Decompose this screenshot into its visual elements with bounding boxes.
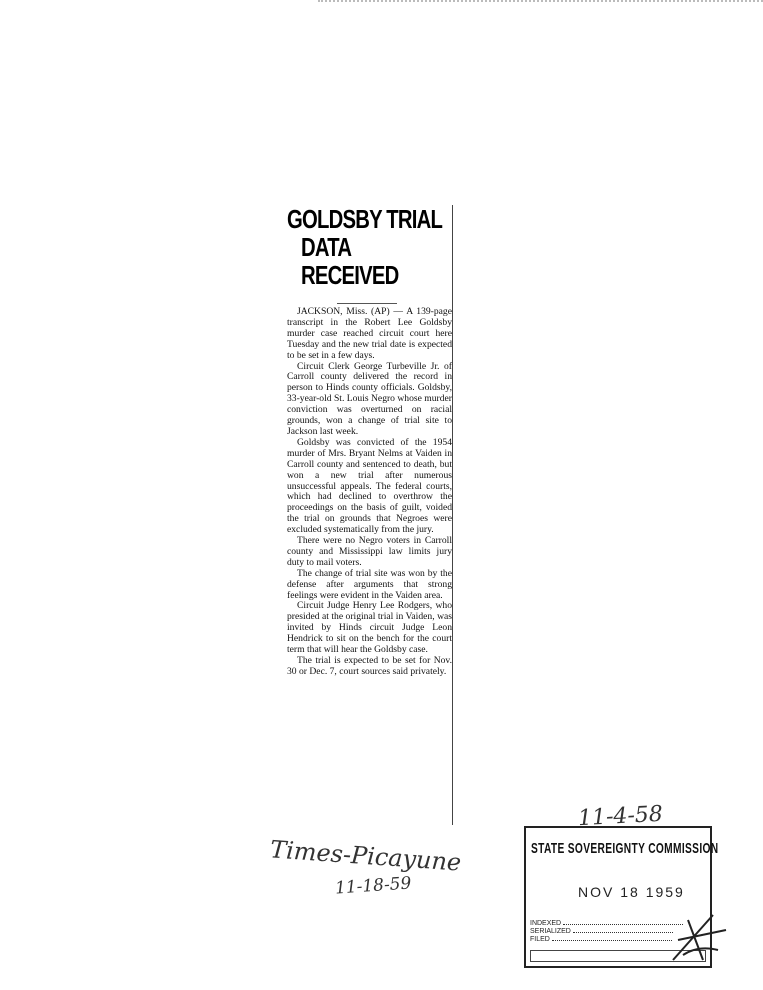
headline (287, 205, 451, 289)
newspaper-clipping (287, 205, 453, 825)
headline-line-1: GOLDSBY TRIAL (287, 204, 443, 234)
headline-line-2: DATA RECEIVED (301, 232, 399, 290)
article-paragraph: JACKSON, Miss. (AP) — A 139-page transcript in the Robert Lee Goldsby murder case reached circuit court here Tuesday and the new trial date is expected to be set in a few days. (287, 306, 452, 361)
stamp-field-filed: FILED (530, 936, 683, 944)
article-paragraph: Circuit Clerk George Turbeville Jr. of Carroll county delivered the record in person to Hinds county officials. Goldsby, 33-year-old St. Louis Negro whose murder conviction was overturned on racial grounds, won a change of trial site to Jackson last week. (287, 360, 452, 437)
stamp-field-indexed: INDEXED (530, 920, 683, 928)
article-paragraph: There were no Negro voters in Carroll county and Mississippi law limits jury duty to mail voters. (287, 535, 452, 568)
handwritten-newspaper-name: Times-Picayune (269, 835, 463, 877)
article-paragraph: The change of trial site was won by the defense after arguments that strong feelings were evident in the Vaiden area. (287, 567, 452, 601)
stamp-fields (530, 920, 683, 944)
stamp-date: NOV 18 1959 (578, 884, 685, 900)
stamp-title: STATE SOVEREIGNTY COMMISSION (531, 840, 719, 857)
headline-rule (337, 303, 397, 304)
handwritten-clipping-date: 11-18-59 (334, 873, 412, 899)
signature-mark (668, 910, 728, 965)
handwritten-file-date: 11-4-58 (577, 801, 664, 832)
article-paragraph: The trial is expected to be set for Nov. 30 or Dec. 7, court sources said privately. (287, 655, 452, 677)
article-paragraph: Circuit Judge Henry Lee Rodgers, who presided at the original trial in Vaiden, was invited by Hinds circuit Judge Leon Hendrick to sit on the bench for the court term that will hear the Goldsby case. (287, 600, 452, 656)
article-body (287, 307, 452, 678)
top-edge-dots (318, 0, 763, 4)
article-paragraph: Goldsby was convicted of the 1954 murder of Mrs. Bryant Nelms at Vaiden in Carroll county and sentenced to death, but won a new trial after numerous unsuccessful appeals. The federal courts, which had declined to overthrow the proceedings on the basis of guilt, voided the trial on grounds that Negroes were excluded systematically from the jury. (287, 436, 452, 536)
stamp-field-serialized: SERIALIZED (530, 928, 683, 936)
